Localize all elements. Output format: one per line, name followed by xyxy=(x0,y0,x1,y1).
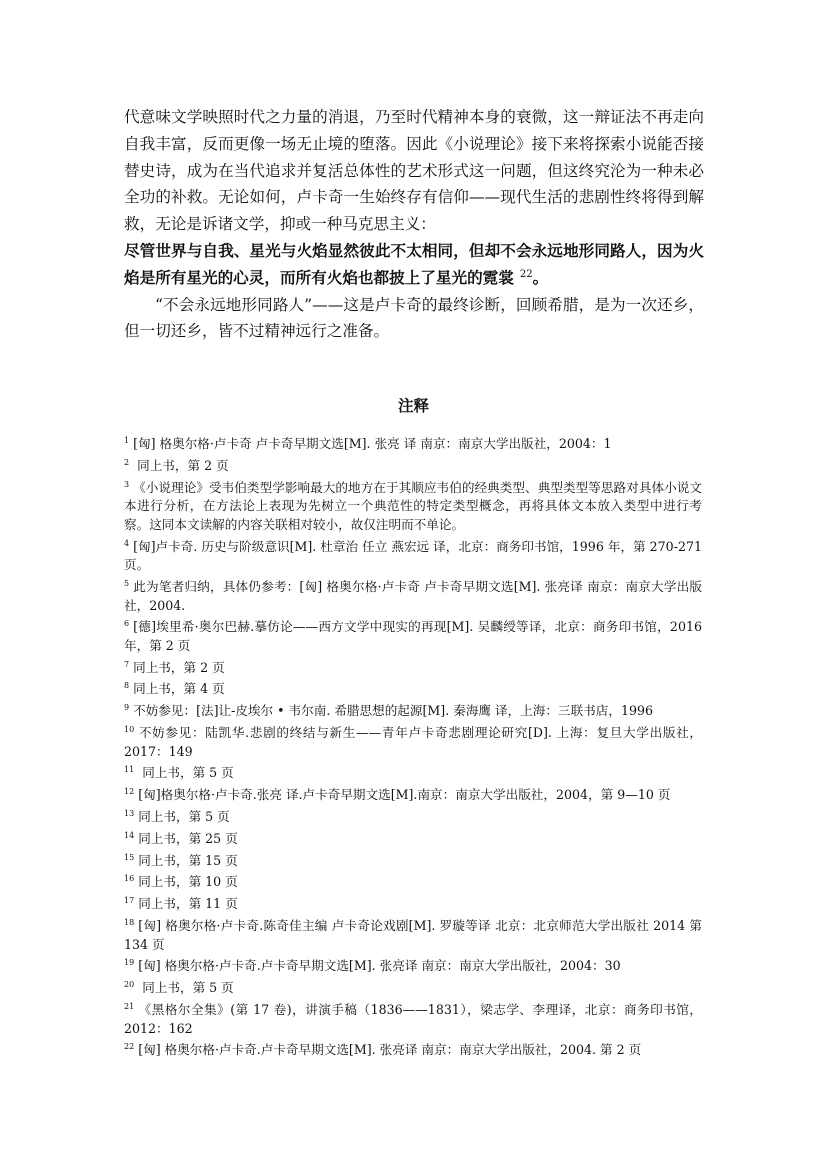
footnote-ref[interactable]: 22 xyxy=(519,268,533,280)
footnote-number: 2 xyxy=(124,457,130,467)
footnote-item xyxy=(124,892,702,914)
footnote-text: 不妨参见：[法]让-皮埃尔 • 韦尔南. 希腊思想的起源[M]. 秦海鹰 译，上海：三联书店，1996 xyxy=(133,703,653,719)
footnote-number: 12 xyxy=(124,787,135,797)
footnote-item xyxy=(124,1038,702,1060)
footnote-item xyxy=(124,476,702,535)
footnote-text: 同上书，第 11 页 xyxy=(138,896,238,912)
footnote-item xyxy=(124,954,702,976)
footnote-item xyxy=(124,976,702,998)
footnote-number: 17 xyxy=(124,896,135,906)
footnote-number: 11 xyxy=(124,765,135,775)
footnote-text: [匈] 格奥尔格·卢卡奇.卢卡奇早期文选[M]. 张亮译 南京：南京大学出版社，2004：30 xyxy=(138,958,621,974)
footnote-item xyxy=(124,535,702,575)
footnote-text: 同上书，第 5 页 xyxy=(138,765,234,781)
footnote-item xyxy=(124,699,702,721)
footnote-number: 4 xyxy=(124,538,130,548)
footnote-text: 不妨参见：陆凯华.悲剧的终结与新生——青年卢卡奇悲剧理论研究[D]. 上海：复旦大学出版社，2017：149 xyxy=(124,725,702,759)
footnote-text: 同上书，第 5 页 xyxy=(138,809,230,825)
footnote-item xyxy=(124,827,702,849)
footnote-number: 18 xyxy=(124,917,135,927)
footnote-number: 3 xyxy=(124,479,130,489)
footnote-number: 13 xyxy=(124,808,135,818)
footnote-number: 20 xyxy=(124,980,135,989)
notes-heading: 注释 xyxy=(397,397,429,415)
footnote-text: 同上书，第 15 页 xyxy=(138,852,238,868)
footnote-item xyxy=(124,998,702,1038)
footnote-text: 此为笔者归纳，具体仍参考：[匈] 格奥尔格·卢卡奇 卢卡奇早期文选[M]. 张亮译 南京：南京大学出版社，2004. xyxy=(124,579,702,613)
footnote-text: [匈]卢卡奇. 历史与阶级意识[M]. 杜章治 任立 燕宏远 译，北京：商务印书馆，1996 年，第 270-271 页。 xyxy=(124,538,702,573)
footnote-text: 同上书，第 5 页 xyxy=(138,980,234,996)
quote-text: 尽管世界与自我、星光与火焰显然彼此不太相同，但却不会永远地形同路人，因为火焰是所有星光的心灵，而所有火焰也都披上了星光的霓裳 xyxy=(124,240,704,287)
footnote-text: 同上书，第 25 页 xyxy=(138,830,238,846)
footnote-item xyxy=(124,761,702,783)
footnote-number: 5 xyxy=(124,578,130,588)
block-quote xyxy=(124,238,704,292)
footnote-number: 14 xyxy=(124,830,135,840)
footnote-item xyxy=(124,656,702,678)
footnote-number: 1 xyxy=(124,436,130,445)
footnote-number: 7 xyxy=(124,659,130,669)
paragraph-conclusion: “不会永远地形同路人”——这是卢卡奇的最终诊断，回顾希腊，是为一次还乡，但一切还乡，皆不过精神远行之准备。 xyxy=(124,295,704,341)
footnote-number: 8 xyxy=(124,681,130,691)
footnote-number: 15 xyxy=(124,852,135,862)
footnote-item xyxy=(124,615,702,655)
footnote-text: 《小说理论》受韦伯类型学影响最大的地方在于其顺应韦伯的经典类型、典型类型等思路对具体小说文本进行分析，在方法论上表现为先树立一个典范性的特定类型概念，再将具体文本放入类型中进行考察。这同本文读解的内容关联相对较小，故仅注明而不单论。 xyxy=(124,479,702,532)
footnote-text: 同上书，第 4 页 xyxy=(133,681,225,697)
footnote-item xyxy=(124,677,702,699)
footnote-text: 同上书，第 2 页 xyxy=(133,659,225,675)
footnote-text: [匈] 格奥尔格·卢卡奇 卢卡奇早期文选[M]. 张亮 译 南京：南京大学出版社，2004：1 xyxy=(133,436,612,452)
footnotes-list xyxy=(124,432,702,1060)
paragraph-dialectic: 代意味文学映照时代之力量的消退，乃至时代精神本身的衰微，这一辩证法不再走向自我丰富，反而更像一场无止境的堕落。因此《小说理论》接下来将探索小说能否接替史诗，成为在当代追求并复活总体性的艺术形式这一问题，但这终究沦为一种未必全功的补救。无论如何，卢卡奇一生始终存有信仰——现代生活的悲剧性终将得到解救，无论是诉诸文学，抑或一种马克思主义： xyxy=(124,108,704,234)
footnote-number: 21 xyxy=(124,1001,135,1011)
footnote-item xyxy=(124,870,702,892)
footnote-text: [匈]格奥尔格·卢卡奇.张亮 译.卢卡奇早期文选[M].南京：南京大学出版社，2004，第 9—10 页 xyxy=(138,787,671,803)
footnote-item xyxy=(124,721,702,761)
footnote-number: 16 xyxy=(124,874,135,884)
footnote-item xyxy=(124,783,702,805)
footnote-item xyxy=(124,805,702,827)
footnote-item xyxy=(124,914,702,954)
footnote-text: [德]埃里希·奥尔巴赫.摹仿论——西方文学中现实的再现[M]. 吴麟绶等译，北京：商务印书馆，2016 年，第 2 页 xyxy=(124,619,702,654)
footnote-text: 同上书，第 10 页 xyxy=(138,874,238,890)
quote-end: 。 xyxy=(532,267,549,287)
footnote-number: 9 xyxy=(124,703,130,713)
footnote-number: 22 xyxy=(124,1042,135,1052)
footnote-item xyxy=(124,432,702,454)
footnote-text: 同上书，第 2 页 xyxy=(133,457,229,473)
body-text xyxy=(124,104,704,345)
footnote-text: [匈] 格奥尔格·卢卡奇.卢卡奇早期文选[M]. 张亮译 南京：南京大学出版社，2004. 第 2 页 xyxy=(138,1042,642,1058)
footnote-text: [匈] 格奥尔格·卢卡奇.陈奇佳主编 卢卡奇论戏剧[M]. 罗璇等译 北京：北京师范大学出版社 2014 第 134 页 xyxy=(124,918,702,952)
footnote-item xyxy=(124,454,702,476)
footnote-number: 6 xyxy=(124,619,130,629)
footnote-number: 19 xyxy=(124,958,135,968)
footnote-item xyxy=(124,575,702,615)
footnote-item xyxy=(124,849,702,871)
footnote-text: 《黑格尔全集》(第 17 卷)，讲演手稿（1836——1831），梁志学、李理译，北京：商务印书馆，2012：162 xyxy=(124,1001,702,1036)
footnote-number: 10 xyxy=(124,725,135,734)
